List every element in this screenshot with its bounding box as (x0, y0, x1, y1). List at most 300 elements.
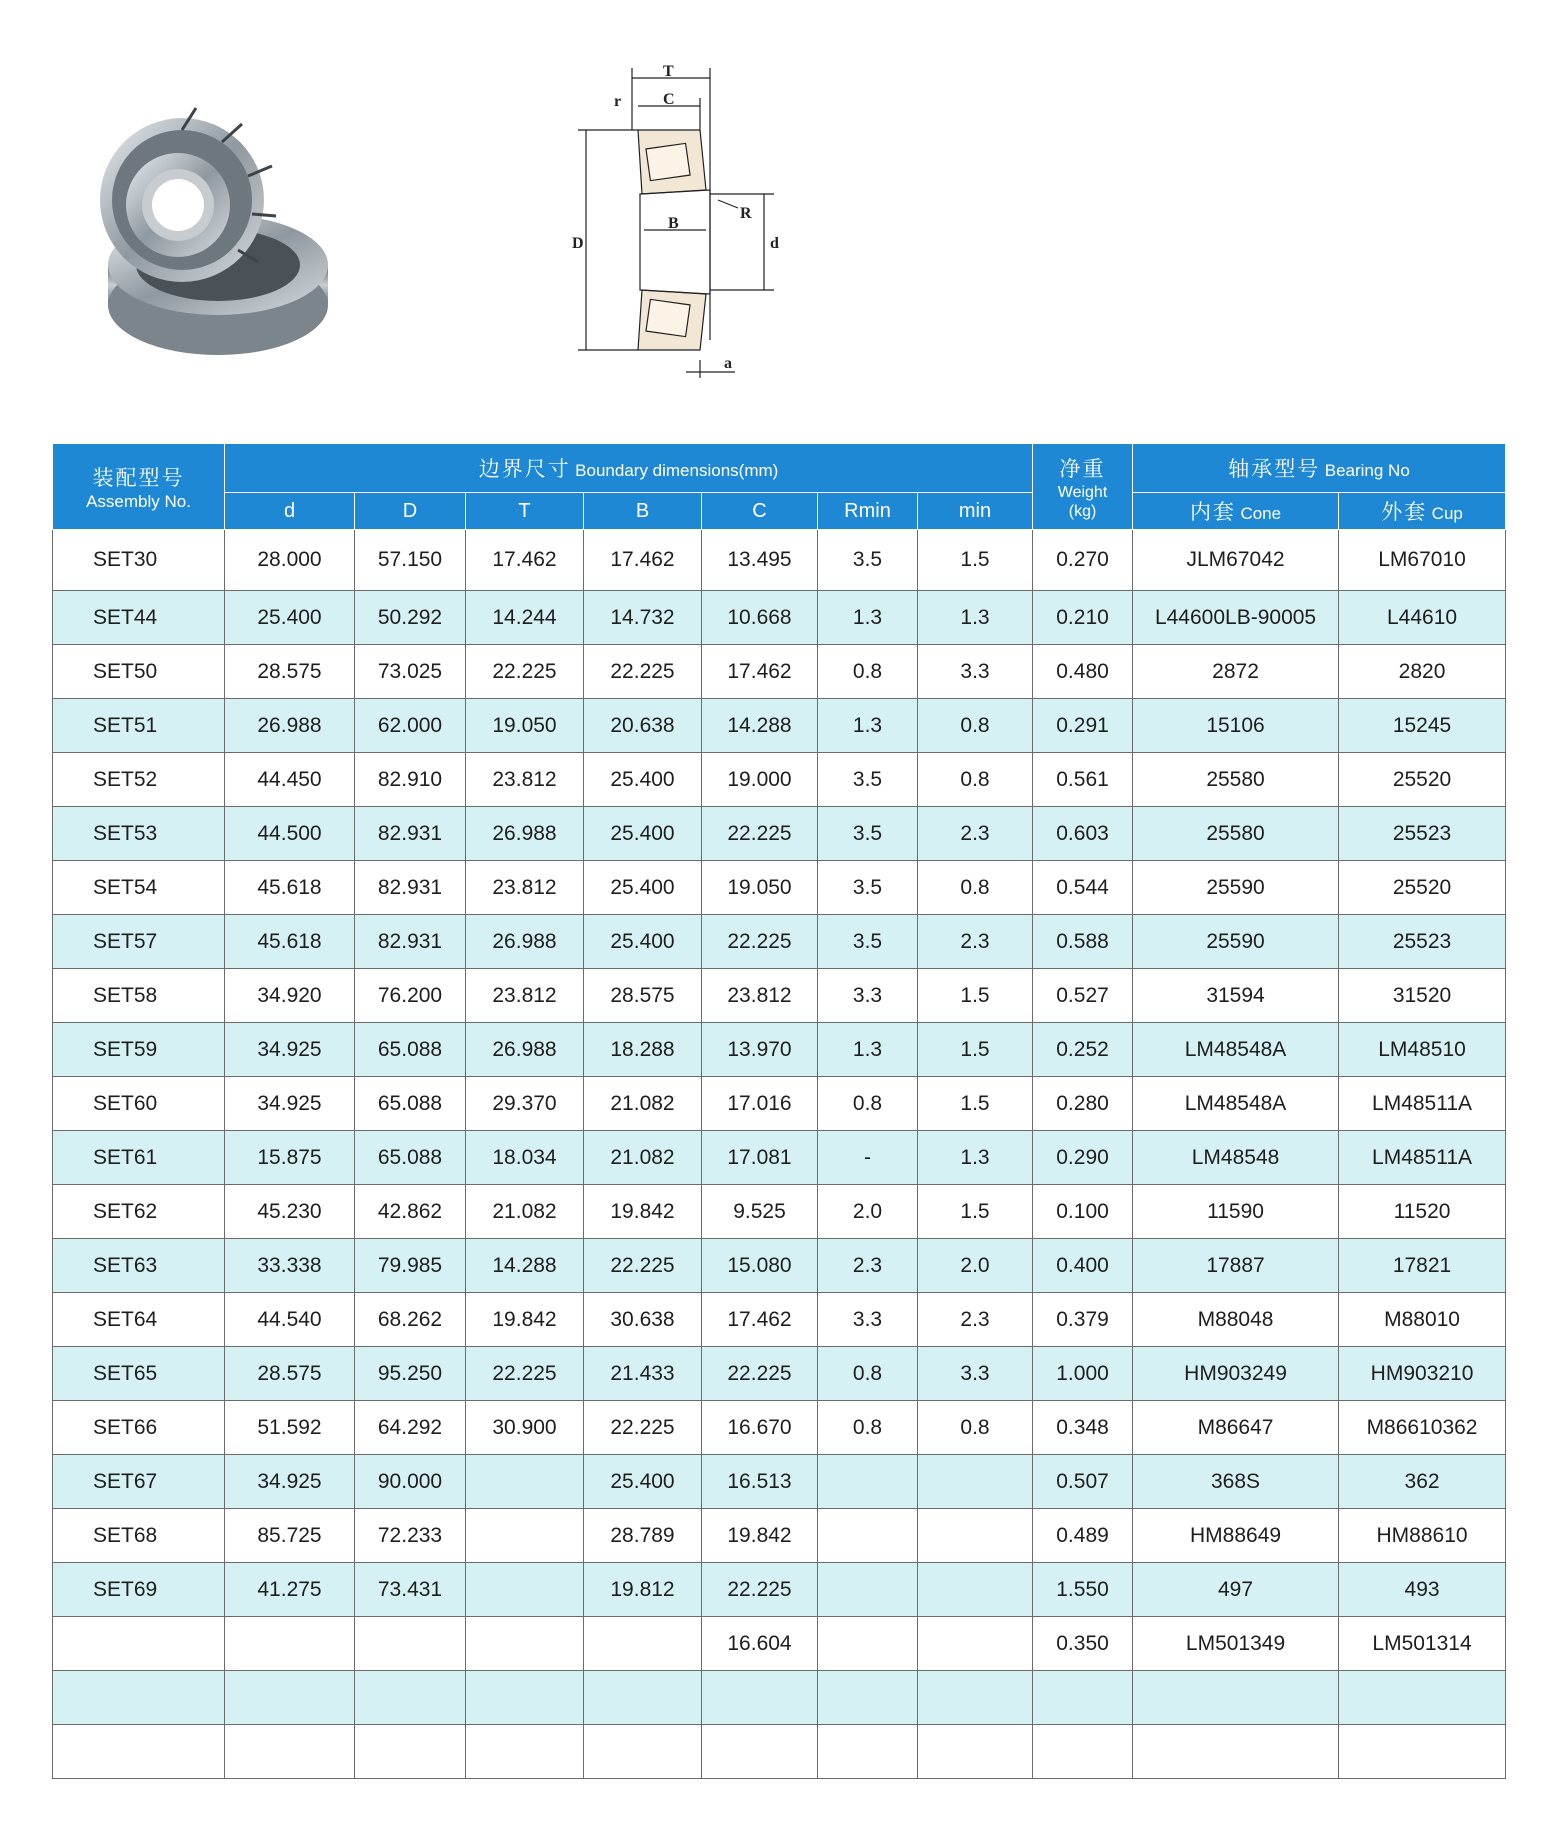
cell-T (466, 1617, 584, 1671)
bearing-no-header: 轴承型号 Bearing No (1133, 444, 1506, 493)
cell-B: 22.225 (584, 1401, 702, 1455)
cell-weight: 0.348 (1033, 1401, 1133, 1455)
cell-D: 65.088 (355, 1131, 466, 1185)
cell-weight: 0.588 (1033, 915, 1133, 969)
cell-cup: LM48511A (1339, 1131, 1506, 1185)
bearing-spec-table (52, 443, 1506, 1779)
table-row (53, 915, 1506, 969)
cell-weight: 0.210 (1033, 591, 1133, 645)
cell-min: 1.5 (918, 530, 1033, 591)
cell-B: 30.638 (584, 1293, 702, 1347)
cell-weight: 0.290 (1033, 1131, 1133, 1185)
cell-cup: HM903210 (1339, 1347, 1506, 1401)
col-B-header: B (584, 493, 702, 530)
table-row (53, 699, 1506, 753)
cell-T: 23.812 (466, 969, 584, 1023)
cell-rmin: 1.3 (818, 591, 918, 645)
cell-D: 82.931 (355, 915, 466, 969)
col-rmin-header: Rmin (818, 493, 918, 530)
cell-min: 1.5 (918, 1185, 1033, 1239)
cell-min: 1.5 (918, 1077, 1033, 1131)
cell-cone: 31594 (1133, 969, 1339, 1023)
cell-weight: 0.527 (1033, 969, 1133, 1023)
cell-cone: M86647 (1133, 1401, 1339, 1455)
cell-weight: 0.480 (1033, 645, 1133, 699)
cell-set: SET57 (53, 915, 225, 969)
table-row (53, 1293, 1506, 1347)
cell-rmin: 0.8 (818, 1077, 918, 1131)
cell-set: SET65 (53, 1347, 225, 1401)
table-row (53, 1509, 1506, 1563)
col-D-header: D (355, 493, 466, 530)
cell-C: 17.081 (702, 1131, 818, 1185)
cell-B: 25.400 (584, 807, 702, 861)
cell-min: 2.3 (918, 1293, 1033, 1347)
cell-B: 28.575 (584, 969, 702, 1023)
cell-cup: M86610362 (1339, 1401, 1506, 1455)
cell-B: 17.462 (584, 530, 702, 591)
cell-min: 2.0 (918, 1239, 1033, 1293)
cell-C: 22.225 (702, 915, 818, 969)
cell-rmin: 2.0 (818, 1185, 918, 1239)
bearing-photo (70, 80, 330, 360)
cell-B: 20.638 (584, 699, 702, 753)
cell-D: 90.000 (355, 1455, 466, 1509)
cell-rmin (818, 1725, 918, 1779)
table-row (53, 1671, 1506, 1725)
cell-B: 21.433 (584, 1347, 702, 1401)
cell-min: 0.8 (918, 861, 1033, 915)
cell-B (584, 1617, 702, 1671)
cell-C: 16.604 (702, 1617, 818, 1671)
cup-header: 外套 Cup (1339, 493, 1506, 530)
cell-T (466, 1509, 584, 1563)
bearing-cross-section-diagram (560, 60, 800, 390)
cell-weight: 0.603 (1033, 807, 1133, 861)
cell-C: 15.080 (702, 1239, 818, 1293)
cell-set: SET58 (53, 969, 225, 1023)
table-row (53, 1563, 1506, 1617)
cell-T: 22.225 (466, 1347, 584, 1401)
diagram-label-R: R (740, 205, 752, 222)
cell-T: 21.082 (466, 1185, 584, 1239)
diagram-label-B: B (668, 215, 679, 232)
cell-cone: 2872 (1133, 645, 1339, 699)
weight-header: 净重 Weight (kg) (1033, 444, 1133, 530)
cell-set: SET68 (53, 1509, 225, 1563)
cell-C: 23.812 (702, 969, 818, 1023)
cell-B: 25.400 (584, 1455, 702, 1509)
cell-weight: 0.489 (1033, 1509, 1133, 1563)
cell-cone: 497 (1133, 1563, 1339, 1617)
col-min-header: min (918, 493, 1033, 530)
cell-D: 50.292 (355, 591, 466, 645)
col-T-header: T (466, 493, 584, 530)
cell-C: 10.668 (702, 591, 818, 645)
cell-cone: LM501349 (1133, 1617, 1339, 1671)
cell-set: SET51 (53, 699, 225, 753)
cell-rmin (818, 1617, 918, 1671)
cell-d: 28.575 (225, 645, 355, 699)
cell-set: SET44 (53, 591, 225, 645)
cell-rmin: 3.5 (818, 861, 918, 915)
cell-min: 2.3 (918, 807, 1033, 861)
diagram-label-T: T (663, 63, 674, 80)
cell-set: SET67 (53, 1455, 225, 1509)
cell-rmin: 0.8 (818, 1347, 918, 1401)
cell-T: 14.244 (466, 591, 584, 645)
cell-T: 19.050 (466, 699, 584, 753)
cell-min: 1.5 (918, 1023, 1033, 1077)
cell-d: 15.875 (225, 1131, 355, 1185)
cell-min (918, 1509, 1033, 1563)
table-row (53, 1131, 1506, 1185)
cell-C: 22.225 (702, 1563, 818, 1617)
cell-C: 17.462 (702, 645, 818, 699)
cell-C: 16.670 (702, 1401, 818, 1455)
cell-cone: LM48548A (1133, 1023, 1339, 1077)
cell-cup (1339, 1725, 1506, 1779)
cell-cone: LM48548 (1133, 1131, 1339, 1185)
cell-set: SET63 (53, 1239, 225, 1293)
cell-set: SET61 (53, 1131, 225, 1185)
cell-D: 57.150 (355, 530, 466, 591)
cell-min: 0.8 (918, 1401, 1033, 1455)
diagram-label-d: d (770, 235, 779, 252)
cell-T (466, 1563, 584, 1617)
cell-cone: JLM67042 (1133, 530, 1339, 591)
cell-C: 22.225 (702, 1347, 818, 1401)
table-row (53, 645, 1506, 699)
cell-weight: 0.544 (1033, 861, 1133, 915)
cell-d: 85.725 (225, 1509, 355, 1563)
cell-min: 1.3 (918, 591, 1033, 645)
cell-T: 23.812 (466, 753, 584, 807)
diagram-label-D: D (572, 235, 584, 252)
cell-cup: 11520 (1339, 1185, 1506, 1239)
cell-min: 0.8 (918, 699, 1033, 753)
cell-rmin (818, 1563, 918, 1617)
cell-B: 25.400 (584, 753, 702, 807)
cell-cup: 15245 (1339, 699, 1506, 753)
cell-C: 16.513 (702, 1455, 818, 1509)
cell-D (355, 1617, 466, 1671)
cell-B: 19.842 (584, 1185, 702, 1239)
cell-cup: LM48510 (1339, 1023, 1506, 1077)
cell-min: 3.3 (918, 645, 1033, 699)
cell-d (225, 1671, 355, 1725)
cell-cone: 17887 (1133, 1239, 1339, 1293)
cell-cup: 25520 (1339, 861, 1506, 915)
cell-T: 18.034 (466, 1131, 584, 1185)
cell-d: 41.275 (225, 1563, 355, 1617)
cell-d: 34.925 (225, 1455, 355, 1509)
table-row (53, 753, 1506, 807)
cell-d: 44.500 (225, 807, 355, 861)
cell-d: 51.592 (225, 1401, 355, 1455)
cell-d (225, 1725, 355, 1779)
col-C-header: C (702, 493, 818, 530)
cell-d: 34.925 (225, 1023, 355, 1077)
cell-set: SET50 (53, 645, 225, 699)
cell-T (466, 1671, 584, 1725)
cell-D: 64.292 (355, 1401, 466, 1455)
cell-cup: 25523 (1339, 807, 1506, 861)
cell-cone: 25580 (1133, 753, 1339, 807)
cell-weight: 0.379 (1033, 1293, 1133, 1347)
cell-cup: 31520 (1339, 969, 1506, 1023)
cell-weight: 0.291 (1033, 699, 1133, 753)
cell-set: SET62 (53, 1185, 225, 1239)
cell-cone (1133, 1725, 1339, 1779)
cell-B: 18.288 (584, 1023, 702, 1077)
cell-cup (1339, 1671, 1506, 1725)
cell-C (702, 1725, 818, 1779)
cell-set: SET54 (53, 861, 225, 915)
cell-C: 13.495 (702, 530, 818, 591)
cell-cup: LM67010 (1339, 530, 1506, 591)
cell-set: SET64 (53, 1293, 225, 1347)
cell-d (225, 1617, 355, 1671)
cell-B: 25.400 (584, 915, 702, 969)
table-body (53, 530, 1506, 1779)
cell-weight (1033, 1725, 1133, 1779)
cell-cup: 2820 (1339, 645, 1506, 699)
cell-set: SET52 (53, 753, 225, 807)
cell-rmin: 3.5 (818, 753, 918, 807)
cell-cone: LM48548A (1133, 1077, 1339, 1131)
table-row (53, 807, 1506, 861)
cell-D (355, 1671, 466, 1725)
cell-C: 17.462 (702, 1293, 818, 1347)
cell-T: 26.988 (466, 807, 584, 861)
cell-C: 19.050 (702, 861, 818, 915)
cell-rmin (818, 1509, 918, 1563)
table-row (53, 1077, 1506, 1131)
cell-min (918, 1563, 1033, 1617)
table-row (53, 969, 1506, 1023)
cell-set: SET69 (53, 1563, 225, 1617)
cell-B: 21.082 (584, 1077, 702, 1131)
cell-C: 19.842 (702, 1509, 818, 1563)
cell-min: 2.3 (918, 915, 1033, 969)
cell-set (53, 1725, 225, 1779)
cell-cup: 17821 (1339, 1239, 1506, 1293)
cell-D (355, 1725, 466, 1779)
cell-d: 45.230 (225, 1185, 355, 1239)
cell-set (53, 1671, 225, 1725)
cell-T (466, 1725, 584, 1779)
cell-D: 65.088 (355, 1023, 466, 1077)
cell-weight: 0.252 (1033, 1023, 1133, 1077)
cell-cone: HM903249 (1133, 1347, 1339, 1401)
cell-B (584, 1671, 702, 1725)
cell-weight: 1.550 (1033, 1563, 1133, 1617)
cell-D: 62.000 (355, 699, 466, 753)
cell-cone: M88048 (1133, 1293, 1339, 1347)
cell-B: 19.812 (584, 1563, 702, 1617)
cell-C: 14.288 (702, 699, 818, 753)
cell-T (466, 1455, 584, 1509)
cell-cup: 493 (1339, 1563, 1506, 1617)
table-row (53, 1455, 1506, 1509)
cell-rmin: - (818, 1131, 918, 1185)
cell-cone: 15106 (1133, 699, 1339, 753)
cell-rmin (818, 1455, 918, 1509)
cell-B: 22.225 (584, 645, 702, 699)
cell-weight: 0.561 (1033, 753, 1133, 807)
cell-B: 22.225 (584, 1239, 702, 1293)
cell-D: 65.088 (355, 1077, 466, 1131)
cell-set: SET59 (53, 1023, 225, 1077)
table-row (53, 861, 1506, 915)
cell-d: 44.540 (225, 1293, 355, 1347)
diagram-label-a: a (724, 355, 732, 372)
table-row (53, 530, 1506, 591)
cell-rmin: 1.3 (818, 699, 918, 753)
cell-cup: LM501314 (1339, 1617, 1506, 1671)
cell-D: 42.862 (355, 1185, 466, 1239)
cell-set (53, 1617, 225, 1671)
cell-cone: 25590 (1133, 861, 1339, 915)
cell-cone (1133, 1671, 1339, 1725)
cell-rmin (818, 1671, 918, 1725)
table-row (53, 1617, 1506, 1671)
cell-T: 14.288 (466, 1239, 584, 1293)
cell-cone: 25580 (1133, 807, 1339, 861)
cell-min (918, 1617, 1033, 1671)
diagram-label-r: r (614, 93, 622, 110)
cell-T: 19.842 (466, 1293, 584, 1347)
cell-D: 68.262 (355, 1293, 466, 1347)
cell-d: 28.575 (225, 1347, 355, 1401)
cell-d: 45.618 (225, 861, 355, 915)
cell-rmin: 3.5 (818, 807, 918, 861)
table-row (53, 1185, 1506, 1239)
cell-rmin: 3.3 (818, 1293, 918, 1347)
cell-weight (1033, 1671, 1133, 1725)
cell-d: 25.400 (225, 591, 355, 645)
cell-rmin: 1.3 (818, 1023, 918, 1077)
cell-cup: L44610 (1339, 591, 1506, 645)
cell-T: 29.370 (466, 1077, 584, 1131)
cell-d: 44.450 (225, 753, 355, 807)
cell-B: 21.082 (584, 1131, 702, 1185)
cell-rmin: 2.3 (818, 1239, 918, 1293)
cell-cup: M88010 (1339, 1293, 1506, 1347)
cell-T: 30.900 (466, 1401, 584, 1455)
cell-set: SET30 (53, 530, 225, 591)
cell-D: 73.025 (355, 645, 466, 699)
cell-B: 25.400 (584, 861, 702, 915)
cell-weight: 0.507 (1033, 1455, 1133, 1509)
cell-T: 26.988 (466, 915, 584, 969)
cell-weight: 0.270 (1033, 530, 1133, 591)
cell-cup: LM48511A (1339, 1077, 1506, 1131)
cell-T: 23.812 (466, 861, 584, 915)
cell-D: 82.931 (355, 861, 466, 915)
cell-set: SET53 (53, 807, 225, 861)
cell-C (702, 1671, 818, 1725)
cell-rmin: 3.3 (818, 969, 918, 1023)
cell-B: 28.789 (584, 1509, 702, 1563)
cell-weight: 0.350 (1033, 1617, 1133, 1671)
cell-cup: 25520 (1339, 753, 1506, 807)
cell-d: 33.338 (225, 1239, 355, 1293)
cell-B (584, 1725, 702, 1779)
cell-min (918, 1671, 1033, 1725)
cell-weight: 1.000 (1033, 1347, 1133, 1401)
cell-cup: HM88610 (1339, 1509, 1506, 1563)
cone-header: 内套 Cone (1133, 493, 1339, 530)
col-d-header: d (225, 493, 355, 530)
table-row (53, 591, 1506, 645)
cell-C: 19.000 (702, 753, 818, 807)
cell-weight: 0.400 (1033, 1239, 1133, 1293)
cell-d: 45.618 (225, 915, 355, 969)
cell-rmin: 3.5 (818, 915, 918, 969)
cell-T: 26.988 (466, 1023, 584, 1077)
cell-rmin: 3.5 (818, 530, 918, 591)
cell-C: 22.225 (702, 807, 818, 861)
cell-cone: 368S (1133, 1455, 1339, 1509)
cell-cone: 25590 (1133, 915, 1339, 969)
cell-rmin: 0.8 (818, 645, 918, 699)
table-row (53, 1347, 1506, 1401)
cell-C: 17.016 (702, 1077, 818, 1131)
table-row (53, 1401, 1506, 1455)
cell-B: 14.732 (584, 591, 702, 645)
cell-d: 34.920 (225, 969, 355, 1023)
table-row (53, 1239, 1506, 1293)
cell-D: 76.200 (355, 969, 466, 1023)
cell-cone: 11590 (1133, 1185, 1339, 1239)
cell-C: 13.970 (702, 1023, 818, 1077)
assembly-no-header: 装配型号 Assembly No. (53, 444, 225, 530)
cell-D: 95.250 (355, 1347, 466, 1401)
cell-rmin: 0.8 (818, 1401, 918, 1455)
cell-d: 28.000 (225, 530, 355, 591)
cell-T: 22.225 (466, 645, 584, 699)
cell-D: 73.431 (355, 1563, 466, 1617)
cell-min: 1.3 (918, 1131, 1033, 1185)
cell-set: SET60 (53, 1077, 225, 1131)
cell-cone: L44600LB-90005 (1133, 591, 1339, 645)
table-row (53, 1725, 1506, 1779)
cell-D: 72.233 (355, 1509, 466, 1563)
cell-d: 26.988 (225, 699, 355, 753)
cell-cup: 25523 (1339, 915, 1506, 969)
cell-D: 79.985 (355, 1239, 466, 1293)
cell-min (918, 1725, 1033, 1779)
cell-D: 82.910 (355, 753, 466, 807)
cell-cup: 362 (1339, 1455, 1506, 1509)
cell-min: 3.3 (918, 1347, 1033, 1401)
cell-weight: 0.100 (1033, 1185, 1133, 1239)
cell-min: 0.8 (918, 753, 1033, 807)
cell-weight: 0.280 (1033, 1077, 1133, 1131)
cell-min (918, 1455, 1033, 1509)
cell-set: SET66 (53, 1401, 225, 1455)
cell-C: 9.525 (702, 1185, 818, 1239)
table-row (53, 1023, 1506, 1077)
cell-min: 1.5 (918, 969, 1033, 1023)
cell-cone: HM88649 (1133, 1509, 1339, 1563)
boundary-dimensions-header: 边界尺寸 Boundary dimensions(mm) (225, 444, 1033, 493)
diagram-label-C: C (663, 91, 675, 108)
cell-T: 17.462 (466, 530, 584, 591)
cell-d: 34.925 (225, 1077, 355, 1131)
